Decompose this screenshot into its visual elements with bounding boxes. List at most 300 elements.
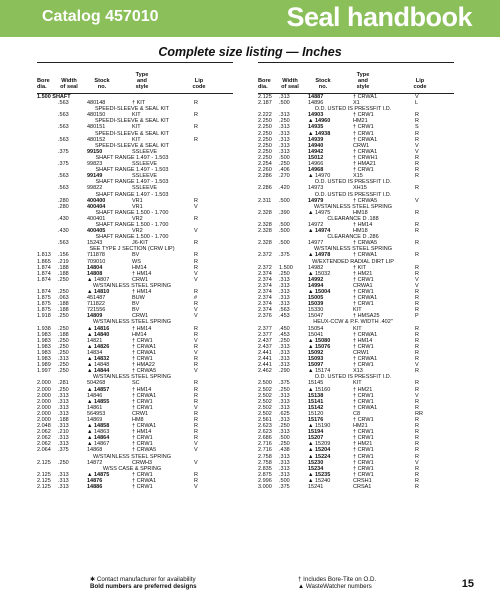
stock-cell: ▲ 14810 — [87, 289, 110, 295]
bore-cell: 2.286 — [258, 173, 272, 180]
stock-cell: 14968 — [308, 167, 324, 174]
width-header: Width of seal — [281, 78, 299, 90]
bore-cell: 1.983 — [37, 337, 51, 344]
stock-cell: ▲ 15076 — [308, 343, 331, 350]
stock-cell: ▲ 15174 — [308, 368, 331, 375]
width-cell: .563 — [58, 136, 69, 143]
note-text: W/SS CASE & SPRING — [102, 465, 162, 472]
width-cell: .250 — [58, 343, 69, 350]
width-cell: .563 — [58, 185, 69, 192]
type-cell: KIT — [353, 325, 362, 332]
type-cell: HM8 — [132, 416, 144, 423]
type-cell: † HM14 — [132, 386, 152, 393]
type-cell: † CRW1 — [353, 465, 374, 472]
type-cell: † CRW1 — [132, 435, 153, 442]
lip-cell: R — [194, 289, 198, 295]
note-text: SHAFT RANGE 1.497 - 1.503 — [95, 154, 169, 161]
type-cell: SSLEEVE — [132, 185, 158, 192]
lip-cell: V — [415, 94, 419, 100]
bore-cell: 1.938 — [37, 325, 51, 332]
type-cell: CRW1 — [132, 313, 149, 320]
stock-cell: 400405 — [87, 228, 106, 235]
stock-cell: 99823 — [87, 161, 103, 168]
bore-cell: 2.374 — [258, 282, 272, 289]
page-number: 15 — [461, 578, 474, 590]
type-cell: † CRW1 — [353, 167, 374, 174]
type-cell: VR1 — [132, 203, 143, 210]
width-cell: .250 — [58, 362, 69, 369]
width-cell: .250 — [58, 349, 69, 356]
type-cell: † HM14 — [132, 325, 152, 332]
stock-cell: ▲ 14844 — [87, 368, 110, 375]
lip-cell: R — [194, 416, 198, 423]
lip-cell: V — [194, 484, 198, 490]
width-cell: .375 — [58, 161, 69, 168]
page-subtitle: Complete size listing — Inches — [158, 45, 342, 59]
stock-cell: 480151 — [87, 124, 106, 131]
lip-cell: R — [415, 307, 419, 314]
width-cell: .375 — [58, 447, 69, 454]
type-cell: † CRWA1 — [132, 423, 157, 430]
note-text: SHAFT RANGE 1.500 - 1.700 — [95, 221, 169, 228]
stock-cell: 99149 — [87, 173, 103, 180]
stock-cell: 14876 — [87, 477, 103, 484]
bore-cell: 1.813 — [37, 252, 51, 259]
stock-cell: ▲ 15160 — [308, 386, 331, 393]
bore-cell: 1.983 — [37, 349, 51, 356]
stock-cell: 14809 — [87, 313, 103, 320]
bore-cell: 2.328 — [258, 221, 272, 228]
footnote-bold: Bold numbers are preferred designs — [90, 583, 197, 590]
lip-cell: R — [415, 173, 419, 180]
lip-cell: R — [194, 362, 198, 369]
type-cell: KIT — [132, 124, 141, 131]
width-cell: .313 — [279, 276, 290, 283]
lip-cell: V — [194, 228, 198, 235]
stock-cell: 15097 — [308, 362, 324, 369]
width-cell: .375 — [279, 252, 290, 259]
type-cell: † CRW1 — [132, 441, 153, 448]
type-cell: BV — [132, 301, 140, 308]
lip-cell: R — [415, 380, 419, 387]
lip-cell: R — [194, 429, 198, 436]
stock-cell: 14872 — [87, 459, 103, 466]
width-cell: .500 — [279, 435, 290, 442]
bore-cell: 2.328 — [258, 228, 272, 235]
width-cell: .188 — [58, 307, 69, 314]
note-text: SHAFT RANGE 1.497 - 1.503 — [95, 167, 169, 174]
bore-cell: 2.996 — [258, 477, 272, 484]
type-cell: † CRWA5 — [353, 240, 378, 247]
stock-cell: ▲ 14975 — [308, 209, 331, 216]
bore-cell: 2.250 — [258, 130, 272, 137]
stock-cell: 15005 — [308, 295, 324, 302]
type-cell: VR1 — [132, 197, 143, 204]
lip-cell: R — [415, 301, 419, 308]
header-banner — [0, 0, 500, 37]
type-cell: HM21 — [353, 423, 368, 430]
stock-cell: 14966 — [308, 161, 324, 168]
width-cell: .313 — [58, 441, 69, 448]
stock-cell: ▲ 15004 — [308, 289, 331, 295]
stock-cell: 480150 — [87, 112, 106, 119]
note-text: W/STAINLESS STEEL SPRING — [93, 282, 171, 289]
width-cell: .313 — [279, 398, 290, 405]
stock-cell: ▲ 14826 — [87, 343, 110, 350]
type-cell: † CRW1 — [353, 301, 374, 308]
note-text: SPEEDI-SLEEVE & SEAL KIT — [94, 106, 170, 113]
stock-cell: 14869 — [87, 416, 103, 423]
width-cell: .375 — [279, 380, 290, 387]
stock-cell: 14994 — [308, 282, 324, 289]
lip-cell: V — [415, 276, 419, 283]
lip-cell: R — [415, 349, 419, 356]
lip-cell: V — [194, 447, 198, 454]
stock-cell: ▲ 15204 — [308, 447, 331, 454]
lip-cell: V — [194, 349, 198, 356]
lip-cell: R — [194, 264, 198, 271]
lip-cell: S — [415, 124, 419, 131]
type-cell: † CRW1 — [353, 392, 374, 399]
footer-notes-right — [298, 576, 376, 590]
width-cell: .453 — [279, 331, 290, 338]
lip-cell: R — [415, 471, 419, 478]
width-cell: .188 — [58, 416, 69, 423]
type-cell: WS — [132, 258, 141, 265]
bore-cell: 2.062 — [37, 435, 51, 442]
width-cell: .250 — [279, 161, 290, 168]
bore-cell: 2.716 — [258, 447, 272, 454]
width-cell: .250 — [58, 276, 69, 283]
bore-cell: 2.260 — [258, 167, 272, 174]
stock-cell: 14887 — [308, 94, 324, 100]
type-cell: † HM14 — [353, 221, 373, 228]
lip-cell: R — [415, 221, 419, 228]
type-cell: VR2 — [132, 228, 143, 235]
right-table-body — [258, 94, 454, 490]
note-text: SHAFT RANGE 1.497 - 1.503 — [95, 179, 169, 186]
width-cell: .390 — [279, 209, 290, 216]
type-cell: † HM21 — [353, 270, 373, 277]
bore-cell: 2.254 — [258, 161, 272, 168]
stock-cell: 14834 — [87, 349, 103, 356]
width-cell: .313 — [279, 392, 290, 399]
width-cell: .188 — [58, 331, 69, 338]
type-cell: † CRW1 — [353, 112, 374, 119]
width-cell: .438 — [279, 447, 290, 454]
bore-cell: 2.502 — [258, 392, 272, 399]
bore-cell: 2.502 — [258, 410, 272, 417]
stock-cell: ▲ 14858 — [87, 423, 110, 430]
type-cell: † CRW1 — [353, 289, 374, 295]
lip-cell: V — [194, 441, 198, 448]
stock-cell: 709010 — [87, 258, 106, 265]
bore-cell: 2.000 — [37, 410, 51, 417]
lip-cell: R — [194, 240, 198, 247]
lip-cell: V — [194, 270, 198, 277]
lip-cell: R — [415, 264, 419, 271]
lip-cell: R — [415, 484, 419, 490]
stock-cell: 14973 — [308, 185, 324, 192]
stock-cell: 14808 — [87, 270, 103, 277]
width-cell: .313 — [279, 112, 290, 119]
lip-cell: R — [415, 209, 419, 216]
width-cell: .313 — [279, 148, 290, 155]
type-cell: CRSH1 — [353, 477, 372, 484]
width-cell: .313 — [279, 282, 290, 289]
stock-cell: 14992 — [308, 276, 324, 283]
type-cell: BUW — [132, 295, 145, 302]
lip-cell: R — [415, 252, 419, 259]
lip-cell: R — [194, 471, 198, 478]
width-cell: .219 — [58, 258, 69, 265]
width-cell: 1.500 — [279, 264, 293, 271]
type-cell: VR2 — [132, 215, 143, 222]
type-cell: † HM14 — [132, 270, 152, 277]
width-cell: .250 — [58, 337, 69, 344]
stock-cell: 14939 — [308, 136, 324, 143]
stock-cell: 15093 — [308, 356, 324, 363]
lip-cell: R — [194, 258, 198, 265]
lip-cell: RR — [415, 410, 423, 417]
width-cell: .563 — [58, 112, 69, 119]
type-cell: X13 — [353, 368, 363, 375]
width-cell: .313 — [58, 484, 69, 490]
type-cell: † CRW1 — [353, 416, 374, 423]
stock-cell: ▲ 15240 — [308, 477, 331, 484]
note-text: W/EXTENDED RADIAL DIRT LIP — [312, 258, 394, 265]
lip-cell: R — [194, 331, 198, 338]
bore-cell: 1.875 — [37, 307, 51, 314]
lip-cell: R — [415, 112, 419, 119]
lip-cell: R — [415, 423, 419, 430]
bore-cell: 2.374 — [258, 307, 272, 314]
type-cell: † HM14 — [132, 429, 152, 436]
lip-cell: V — [194, 459, 198, 466]
bore-cell: 2.441 — [258, 356, 272, 363]
width-cell: .063 — [58, 295, 69, 302]
stock-cell: 15120 — [308, 410, 324, 417]
lip-cell: V — [415, 459, 419, 466]
stock-cell: 15194 — [308, 429, 324, 436]
width-cell: .313 — [279, 465, 290, 472]
width-cell: .313 — [58, 392, 69, 399]
stock-cell: ▲ 14978 — [308, 252, 331, 259]
lip-cell: R — [415, 398, 419, 405]
width-cell: .500 — [279, 197, 290, 204]
bore-cell: 2.000 — [37, 392, 51, 399]
width-cell: .625 — [279, 410, 290, 417]
bore-cell: 2.250 — [258, 148, 272, 155]
stock-cell: ▲ 15190 — [308, 423, 331, 430]
bore-cell: 2.064 — [37, 447, 51, 454]
lip-cell: V — [194, 313, 198, 320]
width-cell: .430 — [58, 228, 69, 235]
lip-cell: # — [194, 295, 198, 302]
lip-cell: R — [194, 435, 198, 442]
bore-cell: 2.462 — [258, 368, 272, 375]
bore-cell: 2.250 — [258, 142, 272, 149]
bore-cell: 1.874 — [37, 264, 51, 271]
stock-cell: ▲ 15224 — [308, 453, 331, 460]
width-cell: .250 — [279, 386, 290, 393]
note-text: W/STAINLESS STEEL SPRING — [93, 374, 171, 381]
stock-cell: 15241 — [308, 484, 324, 490]
stock-cell: 14940 — [308, 142, 324, 149]
type-cell: † KIT — [132, 100, 146, 107]
stock-cell: 400400 — [87, 197, 106, 204]
stock-cell: 400401 — [87, 215, 106, 222]
stock-cell: 15142 — [308, 404, 324, 411]
type-cell: HM18 — [353, 228, 368, 235]
width-cell: .500 — [279, 154, 290, 161]
width-cell: .250 — [58, 325, 69, 332]
bore-cell: 2.328 — [258, 240, 272, 247]
width-cell: .500 — [279, 240, 290, 247]
lip-cell: R — [194, 380, 198, 387]
bore-cell: 1.983 — [37, 356, 51, 363]
stock-cell: 14868 — [87, 447, 103, 454]
type-cell: † CRWA1 — [353, 136, 378, 143]
handbook-title: Seal handbook — [286, 2, 472, 32]
stock-cell: ▲ 14857 — [87, 386, 110, 393]
type-cell: SSLEEVE — [132, 148, 158, 155]
bore-cell: 2.561 — [258, 416, 272, 423]
bore-cell: 2.502 — [258, 386, 272, 393]
bore-cell: 2.374 — [258, 270, 272, 277]
bore-cell: 2.441 — [258, 362, 272, 369]
width-cell: .250 — [279, 441, 290, 448]
width-cell: .250 — [279, 118, 290, 125]
width-cell: .313 — [279, 416, 290, 423]
type-cell: † CRW1 — [132, 398, 153, 405]
stock-cell: 14896 — [308, 100, 324, 107]
footnote-boretite: † Includes Bore-Tite on O.D. — [298, 576, 377, 583]
type-cell: HM14 — [132, 264, 147, 271]
stock-cell: 451487 — [87, 295, 106, 302]
width-cell: .313 — [279, 124, 290, 131]
bore-cell: 2.875 — [258, 471, 272, 478]
type-cell: † HMA22 — [132, 362, 155, 369]
type-cell: † CRWA1 — [132, 392, 157, 399]
bore-cell: 2.000 — [37, 386, 51, 393]
stock-cell: 400404 — [87, 203, 106, 210]
type-cell: † CRWA1 — [353, 404, 378, 411]
type-cell: BV — [132, 252, 140, 259]
type-cell: X15 — [353, 173, 363, 180]
type-cell: CRWH3 — [132, 459, 153, 466]
bore-cell: 2.222 — [258, 112, 272, 119]
type-cell: KIT — [132, 112, 141, 119]
lip-cell: R — [415, 356, 419, 363]
bore-cell: 2.372 — [258, 252, 272, 259]
type-cell: CRW1 — [132, 410, 149, 417]
lip-cell: R — [415, 295, 419, 302]
stock-cell: ▲ 14816 — [87, 325, 110, 332]
lip-cell: L — [415, 100, 419, 107]
lip-cell: V — [194, 368, 198, 375]
stock-cell: 15012 — [308, 154, 324, 161]
lip-cell: R — [415, 161, 419, 168]
type-cell: † CRW1 — [132, 471, 153, 478]
width-cell: .250 — [279, 423, 290, 430]
type-cell: † CRWA5 — [132, 368, 157, 375]
lip-cell: R — [415, 453, 419, 460]
type-cell: † CRWA1 — [353, 94, 378, 100]
width-cell: .313 — [58, 477, 69, 484]
lip-cell: V — [194, 337, 198, 344]
lip-cell: V — [194, 404, 198, 411]
stock-header: Stock no. — [315, 78, 331, 90]
type-cell: † CRW1 — [132, 404, 153, 411]
bore-cell: 2.062 — [37, 429, 51, 436]
width-cell: .188 — [58, 301, 69, 308]
width-cell: .563 — [58, 240, 69, 247]
note-text: SHAFT RANGE 1.497 - 1.503 — [95, 191, 169, 198]
note-text: O.D. USTED IS PRESSFIT I.D. — [314, 106, 392, 113]
bore-cell: 1.918 — [37, 313, 51, 320]
bore-cell: 2.125 — [258, 94, 272, 100]
lip-cell: V — [194, 276, 198, 283]
width-cell: .313 — [279, 130, 290, 137]
width-cell: .313 — [279, 453, 290, 460]
width-cell: .313 — [279, 429, 290, 436]
footer-notes-left — [90, 576, 197, 590]
note-text: W/STAINLESS STEEL SPRING — [314, 246, 392, 253]
width-cell: .250 — [279, 270, 290, 277]
stock-cell: 721556 — [87, 307, 106, 314]
type-cell: CRW1 — [132, 276, 149, 283]
type-cell: † CRW1 — [353, 447, 374, 454]
footnote-availability: ✱ Contact manufacturer for availability — [90, 576, 196, 583]
type-cell: † CRW1 — [353, 124, 374, 131]
bore-cell: 2.372 — [258, 264, 272, 271]
type-cell: CRWA1 — [353, 282, 373, 289]
section-label: 1.500 SHAFT — [37, 94, 71, 100]
bore-cell: 2.187 — [258, 100, 272, 107]
lip-cell: R — [194, 477, 198, 484]
width-cell: .313 — [279, 404, 290, 411]
note-text: O.D. USTED IS PRESSFIT I.D. — [314, 191, 392, 198]
stock-cell: ▲ 14867 — [87, 441, 110, 448]
bore-cell: 2.125 — [37, 471, 51, 478]
stock-cell: ▲ 14974 — [308, 228, 331, 235]
note-text: SEE TYPE J SECTION (CRW LIP) — [89, 246, 175, 253]
note-text: O.D. USTED IS PRESSFIT I.D. — [314, 179, 392, 186]
bore-cell: 2.374 — [258, 276, 272, 283]
width-cell: .500 — [279, 228, 290, 235]
bore-cell: 2.048 — [37, 423, 51, 430]
note-text: W/STAINLESS STEEL SPRING — [93, 319, 171, 326]
type-cell: BV — [132, 307, 140, 314]
stock-cell: 15330 — [308, 307, 324, 314]
stock-cell: ▲ 14938 — [308, 130, 331, 137]
type-cell: † CRWA1 — [353, 295, 378, 302]
bore-cell: 2.000 — [37, 380, 51, 387]
stock-cell: 14886 — [87, 484, 103, 490]
bore-cell: 2.376 — [258, 313, 272, 320]
lip-cell: R — [415, 416, 419, 423]
bore-cell: 2.374 — [258, 295, 272, 302]
bore-cell: 2.437 — [258, 337, 272, 344]
lip-header: Lip code — [413, 78, 427, 90]
lip-cell: P — [415, 313, 419, 320]
lip-cell: R — [415, 465, 419, 472]
lip-cell: R — [415, 331, 419, 338]
type-cell: † CRWA1 — [132, 349, 157, 356]
lip-cell: R — [194, 343, 198, 350]
bore-cell: 2.686 — [258, 435, 272, 442]
